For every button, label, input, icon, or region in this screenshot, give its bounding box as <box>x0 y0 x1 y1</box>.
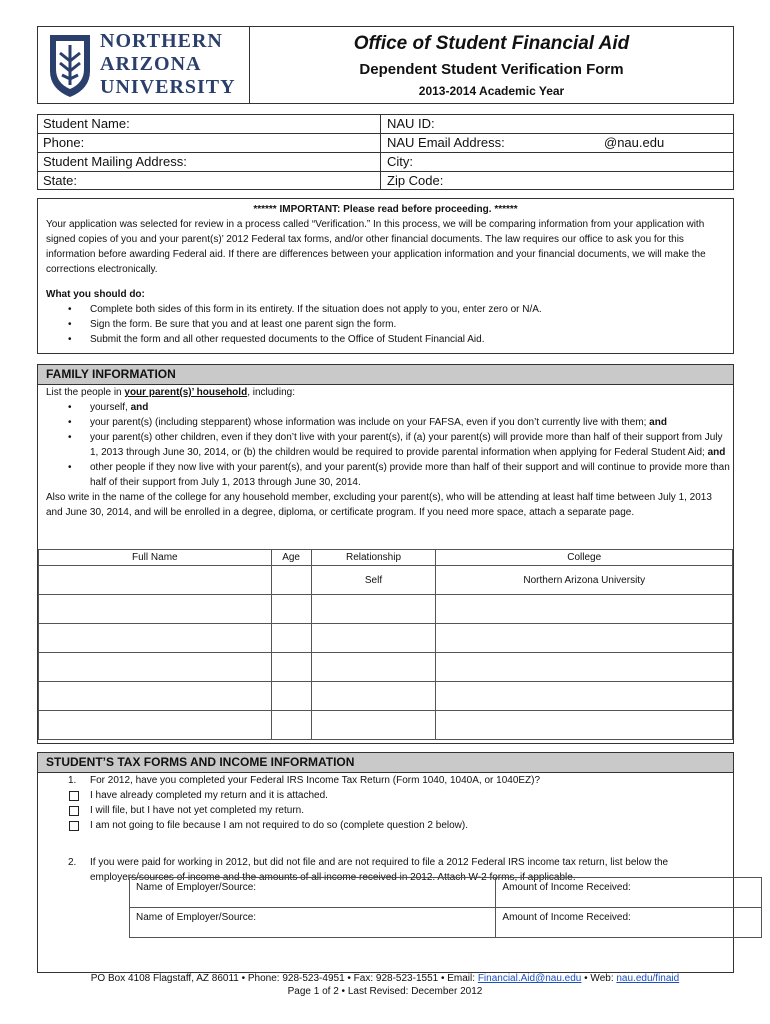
checkbox-completed[interactable] <box>69 791 79 801</box>
relationship-cell: Self <box>311 566 436 595</box>
income-amount-field[interactable]: Amount of Income Received: <box>496 878 762 908</box>
academic-year: 2013-2014 Academic Year <box>418 84 565 98</box>
col-age: Age <box>271 550 311 566</box>
table-row <box>39 711 733 740</box>
university-logo <box>38 27 250 103</box>
nau-id-label: NAU ID: <box>387 116 435 131</box>
tax-option-completed[interactable]: I have already completed my return and it is attached. <box>38 788 733 803</box>
question-2-number: 2. <box>68 857 77 868</box>
logo-line-arizona: ARIZONA <box>100 53 202 75</box>
form-subtitle: Dependent Student Verification Form <box>359 61 624 78</box>
mailing-address-label: Student Mailing Address: <box>43 154 187 169</box>
web-link[interactable]: nau.edu/finaid <box>616 973 680 984</box>
student-info-section <box>37 114 734 190</box>
employer-source-field[interactable]: Name of Employer/Source: <box>130 878 496 908</box>
logo-line-northern: NORTHERN <box>100 30 223 52</box>
table-row <box>39 595 733 624</box>
table-header-row <box>39 550 733 566</box>
col-relationship: Relationship <box>311 550 436 566</box>
email-suffix: @nau.edu <box>604 135 665 150</box>
college-cell[interactable] <box>436 624 733 653</box>
full-name-cell[interactable] <box>39 653 272 682</box>
info-row-3 <box>38 153 733 172</box>
employer-source-field[interactable]: Name of Employer/Source: <box>130 908 496 938</box>
age-cell[interactable] <box>271 653 311 682</box>
page-footer <box>0 972 770 998</box>
college-cell[interactable] <box>436 595 733 624</box>
info-row-4 <box>38 172 733 190</box>
checkbox-not-filing[interactable] <box>69 821 79 831</box>
family-intro: List the people in your parent(s)’ household, including: <box>46 387 295 398</box>
contact-line: PO Box 4108 Flagstaff, AZ 86011 • Phone: 928-523-4951 • Fax: 928-523-1551 • Email: Financial.Aid@nau.edu • Web: nau.edu/finaid <box>90 973 680 984</box>
phone-label: Phone: <box>43 135 85 150</box>
tax-option-not-filing[interactable]: I am not going to file because I am not required to do so (complete question 2 below). <box>38 818 733 833</box>
table-row <box>39 624 733 653</box>
list-item: • other people if they now live with your parent(s), and your parent(s) provide more than half of their support and will continue to provide more than half of their support from July 1, 2013 through June 30, 2014. <box>90 460 733 490</box>
list-item: • your parent(s) other children, even if they don’t live with your parent(s), if (a) your parent(s) will provide more than half of their support from July 1, 2013 through June 30, 2014, or (b) the children would be required to provide parental information when applying for Federal Student Aid; and <box>90 430 733 460</box>
tax-forms-section <box>37 752 734 973</box>
list-item: • your parent(s) (including stepparent) whose information was include on your FAFSA, even if you don’t currently live with them; and <box>90 415 733 430</box>
household-table <box>38 549 733 740</box>
checkbox-will-file[interactable] <box>69 806 79 816</box>
college-instructions: Also write in the name of the college for any household member, excluding your parent(s), who will be attending at least half time between July 1, 2013 and June 30, 2014, and will be enrolled in a degree, diploma, or certificate program. If you need more space, attach a separate page. <box>46 492 712 518</box>
tax-option-will-file[interactable]: I will file, but I have not yet completed my return. <box>38 803 733 818</box>
question-2-text: If you were paid for working in 2012, but did not file and are not required to file a 2012 Federal IRS income tax return, list below the employers/sources of income and the amounts of all income received in 2012. Attach W-2 forms, if applicable. <box>90 857 669 883</box>
page-number: Page 1 of 2 • Last Revised: December 2012 <box>287 986 483 997</box>
question-1-number: 1. <box>68 775 77 786</box>
col-college: College <box>436 550 733 566</box>
age-cell[interactable] <box>271 566 311 595</box>
age-cell[interactable] <box>271 682 311 711</box>
full-name-cell[interactable] <box>39 711 272 740</box>
relationship-cell[interactable] <box>311 711 436 740</box>
student-name-label: Student Name: <box>43 116 130 131</box>
full-name-cell[interactable] <box>39 624 272 653</box>
title-block <box>250 27 733 103</box>
table-row <box>39 566 733 595</box>
family-heading: FAMILY INFORMATION <box>38 365 733 385</box>
question-1-text: For 2012, have you completed your Federal IRS Income Tax Return (Form 1040, 1040A, or 1040EZ)? <box>90 775 541 786</box>
city-label: City: <box>387 154 413 169</box>
verification-paragraph: Your application was selected for review in a process called “Verification.” In this process, we will be comparing information from your application with signed copies of you and your parent(s)’ 2012 Federal tax forms, and/or other financial documents. The law requires our office to ask you for this information before awarding Federal aid. If there are differences between your application information and your financial documents, we will make the corrections electronically. <box>46 219 706 275</box>
logo-line-university: UNIVERSITY <box>100 76 236 98</box>
relationship-cell[interactable] <box>311 595 436 624</box>
family-information-section <box>37 364 734 744</box>
nau-email-label: NAU Email Address: <box>387 135 505 150</box>
employer-income-table <box>129 877 762 938</box>
col-full-name: Full Name <box>39 550 272 566</box>
state-label: State: <box>43 173 77 188</box>
question-1 <box>38 773 733 788</box>
age-cell[interactable] <box>271 595 311 624</box>
college-cell[interactable] <box>436 711 733 740</box>
instructions-list <box>38 302 733 347</box>
info-row-2 <box>38 134 733 153</box>
form-header <box>37 26 734 104</box>
list-item: • Submit the form and all other requested documents to the Office of Student Financial Aid. <box>90 332 733 347</box>
table-row <box>130 878 762 908</box>
nau-shield-icon <box>46 31 94 99</box>
income-amount-field[interactable]: Amount of Income Received: <box>496 908 762 938</box>
table-row <box>130 908 762 938</box>
list-item: • yourself, and <box>90 400 733 415</box>
email-link[interactable]: Financial.Aid@nau.edu <box>477 973 582 984</box>
relationship-cell[interactable] <box>311 682 436 711</box>
tax-heading: STUDENT’S TAX FORMS AND INCOME INFORMATION <box>38 753 733 773</box>
zip-code-label: Zip Code: <box>387 173 444 188</box>
college-cell[interactable] <box>436 682 733 711</box>
table-row <box>39 682 733 711</box>
what-you-should-do-heading: What you should do: <box>46 289 145 300</box>
household-emphasis: your parent(s)’ household <box>124 387 248 398</box>
table-row <box>39 653 733 682</box>
important-heading: ****** IMPORTANT: Please read before proceeding. ****** <box>253 204 518 215</box>
full-name-cell[interactable] <box>39 566 272 595</box>
list-item: • Complete both sides of this form in its entirety. If the situation does not apply to you, enter zero or N/A. <box>90 302 733 317</box>
household-list <box>38 400 733 490</box>
full-name-cell[interactable] <box>39 682 272 711</box>
full-name-cell[interactable] <box>39 595 272 624</box>
list-item: • Sign the form. Be sure that you and at least one parent sign the form. <box>90 317 733 332</box>
info-row-1 <box>38 115 733 134</box>
page-title: Office of Student Financial Aid <box>353 33 630 54</box>
age-cell[interactable] <box>271 624 311 653</box>
relationship-cell[interactable] <box>311 653 436 682</box>
college-cell: Northern Arizona University <box>436 566 733 595</box>
college-cell[interactable] <box>436 653 733 682</box>
important-notice <box>37 198 734 354</box>
age-cell[interactable] <box>271 711 311 740</box>
relationship-cell[interactable] <box>311 624 436 653</box>
